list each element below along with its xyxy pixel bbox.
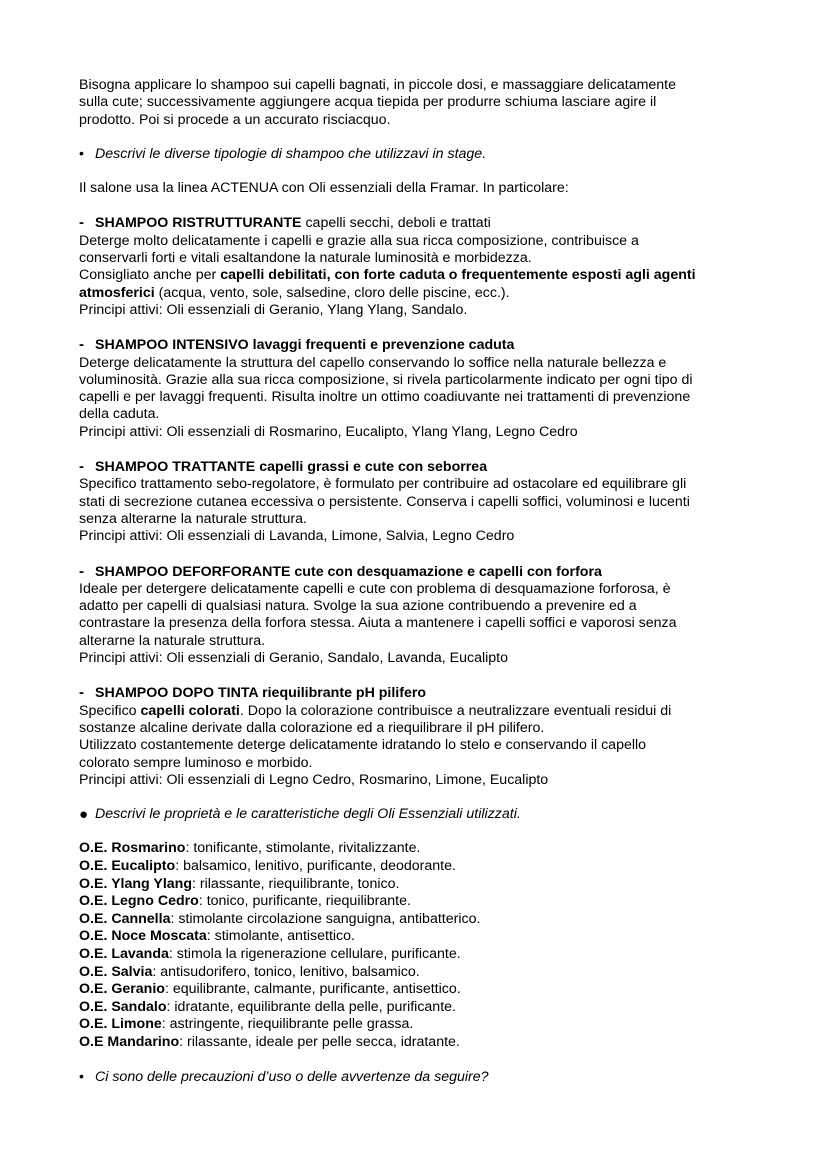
question-bullet — [79, 1069, 759, 1086]
list-item — [79, 981, 759, 999]
list-item — [79, 876, 759, 894]
body-line: colorato sempre luminoso e morbido. — [79, 754, 313, 771]
question-text: Descrivi le diverse tipologie di shampoo che utilizzavi in stage. — [95, 145, 487, 162]
bullet-icon: ● — [79, 806, 89, 824]
principi-line: Principi attivi: Oli essenziali di Legno Cedro, Rosmarino, Limone, Eucalipto — [79, 771, 549, 788]
dash-icon: - — [79, 684, 84, 702]
oil-name: O.E. Cannella — [79, 910, 171, 927]
body-line: voluminosità. Grazie alla sua ricca composizione, si rivela particolarmente indicato per ogni tipo di — [79, 371, 693, 388]
body-line: stati di secrezione cutanea eccessiva o persistente. Conserva i capelli soffici, voluminosi e lucenti — [79, 493, 690, 510]
oil-name: O.E. Limone — [79, 1016, 162, 1033]
intro-line: prodotto. Poi si procede a un accurato risciacquo. — [79, 111, 391, 128]
dash-icon: - — [79, 214, 84, 232]
list-item — [79, 840, 759, 858]
oil-name: O.E. Noce Moscata — [79, 928, 207, 945]
shampoo-name: SHAMPOO RISTRUTTURANTE — [95, 215, 302, 232]
oil-desc: : equilibrante, calmante, purificante, antisettico. — [164, 981, 461, 998]
list-item — [79, 893, 759, 911]
dash-icon: - — [79, 336, 84, 354]
list-item — [79, 858, 759, 876]
question-bullet — [79, 806, 759, 823]
intro-line: Bisogna applicare lo shampoo sui capelli bagnati, in piccole dosi, e massaggiare delicatamente — [79, 77, 677, 93]
oil-desc: : rilassante, riequilibrante, tonico. — [192, 875, 400, 892]
salon-line: Il salone usa la linea ACTENUA con Oli essenziali della Framar. In particolare: — [79, 180, 569, 197]
shampoo-name: SHAMPOO DEFORFORANTE cute con desquamazione e capelli con forfora — [95, 563, 602, 580]
oil-desc: : stimola la rigenerazione cellulare, purificante. — [168, 945, 461, 962]
intro-paragraph — [79, 77, 759, 129]
section-title — [79, 214, 759, 232]
shampoo-section — [79, 458, 759, 545]
body-line: Specifico trattamento sebo-regolatore, è formulato per contribuire ad ostacolare ed equilibrare gli — [79, 476, 687, 493]
body-line: contrastare la presenza della forfora stessa. Aiuta a mantenere i capelli soffici e vaporosi senza — [79, 615, 677, 632]
oil-name: O.E. Sandalo — [79, 998, 167, 1015]
section-title — [79, 563, 759, 581]
oil-desc: : rilassante, ideale per pelle secca, idratante. — [179, 1033, 460, 1050]
oil-name: O.E. Eucalipto — [79, 857, 176, 874]
shampoo-section — [79, 563, 759, 668]
list-item — [79, 946, 759, 964]
section-title — [79, 458, 759, 476]
body-line — [79, 285, 759, 302]
oil-desc: : tonificante, stimolante, rivitalizzante. — [185, 840, 421, 857]
oil-desc: : antisudorifero, tonico, lenitivo, balsamico. — [152, 963, 420, 980]
question-text: Descrivi le proprietà e le caratteristiche degli Oli Essenziali utilizzati. — [95, 806, 521, 823]
body-line: conservarli forti e vitali esaltandone la naturale luminosità e morbidezza. — [79, 250, 532, 267]
principi-line: Principi attivi: Oli essenziali di Rosmarino, Eucalipto, Ylang Ylang, Legno Cedro — [79, 423, 578, 440]
intro-line: sulla cute; successivamente aggiungere acqua tiepida per produrre schiuma lasciare agire il — [79, 94, 657, 111]
section-title — [79, 336, 759, 354]
text-run: Consigliato anche per — [79, 267, 221, 284]
oil-desc: : astringente, riequilibrante pelle grassa. — [161, 1016, 414, 1033]
body-line: della caduta. — [79, 406, 160, 423]
dash-icon: - — [79, 562, 84, 580]
body-line: alterarne la naturale struttura. — [79, 632, 266, 649]
oil-desc: : stimolante, antisettico. — [206, 928, 355, 945]
body-line: Deterge molto delicatamente i capelli e grazie alla sua ricca composizione, contribuisce a — [79, 232, 639, 249]
oil-desc: : idratante, equilibrante della pelle, purificante. — [166, 998, 456, 1015]
shampoo-name: SHAMPOO TRATTANTE capelli grassi e cute con seborrea — [95, 459, 488, 476]
list-item — [79, 928, 759, 946]
principi-line: Principi attivi: Oli essenziali di Geranio, Ylang Ylang, Sandalo. — [79, 301, 468, 318]
shampoo-name: SHAMPOO DOPO TINTA riequilibrante pH pilifero — [95, 685, 427, 702]
shampoo-section — [79, 684, 759, 789]
oil-name: O.E Mandarino — [79, 1033, 180, 1050]
body-line: Deterge delicatamente la struttura del capello conservando lo soffice nella naturale bellezza e — [79, 354, 667, 371]
list-item — [79, 1034, 759, 1052]
shampoo-section — [79, 214, 759, 319]
bold-run: atmosferici — [79, 284, 155, 301]
dash-icon: - — [79, 458, 84, 476]
bold-run: capelli debilitati, con forte caduta o frequentemente esposti agli agenti — [220, 267, 696, 284]
oil-name: O.E. Salvia — [79, 963, 153, 980]
principi-line: Principi attivi: Oli essenziali di Lavanda, Limone, Salvia, Legno Cedro — [79, 528, 515, 545]
document-page — [79, 77, 759, 1086]
body-line: adatto per capelli di qualsiasi natura. Svolge la sua azione contribuendo a prevenire ed a — [79, 598, 637, 615]
section-title — [79, 684, 759, 702]
body-line — [79, 267, 759, 284]
principi-line: Principi attivi: Oli essenziali di Geranio, Sandalo, Lavanda, Eucalipto — [79, 650, 509, 667]
list-item — [79, 964, 759, 982]
oil-name: O.E. Rosmarino — [79, 840, 186, 857]
body-line: capelli e per lavaggi frequenti. Risulta inoltre un ottimo coadiuvante nei trattamenti di prevenzione — [79, 389, 691, 406]
body-line: Utilizzato costantemente deterge delicatamente idratando lo stelo e conservando il capello — [79, 737, 647, 754]
oil-name: O.E. Ylang Ylang — [79, 875, 193, 892]
text-run: . Dopo la colorazione contribuisce a neutralizzare eventuali residui di — [239, 702, 672, 719]
list-item — [79, 999, 759, 1017]
question-bullet — [79, 146, 759, 163]
question-text: Ci sono delle precauzioni d’uso o delle avvertenze da seguire? — [95, 1068, 489, 1085]
body-line: sostanze alcaline derivate dalla colorazione ed a riequilibrare il pH pilifero. — [79, 719, 545, 736]
oil-name: O.E. Geranio — [79, 981, 165, 998]
bold-run: capelli colorati — [140, 702, 240, 719]
list-item — [79, 1016, 759, 1034]
bullet-icon: • — [79, 145, 84, 162]
shampoo-section — [79, 336, 759, 441]
shampoo-subtitle: capelli secchi, deboli e trattati — [301, 215, 491, 232]
body-line — [79, 703, 759, 720]
oil-desc: : stimolante circolazione sanguigna, antibatterico. — [170, 910, 481, 927]
oil-desc: : balsamico, lenitivo, purificante, deodorante. — [175, 857, 456, 874]
bullet-icon: • — [79, 1068, 84, 1085]
oils-list — [79, 840, 759, 1051]
oil-name: O.E. Legno Cedro — [79, 893, 199, 910]
text-run: Specifico — [79, 702, 141, 719]
shampoo-name: SHAMPOO INTENSIVO lavaggi frequenti e prevenzione caduta — [95, 337, 515, 354]
body-line: senza alterarne la naturale struttura. — [79, 510, 307, 527]
list-item — [79, 911, 759, 929]
oil-name: O.E. Lavanda — [79, 945, 169, 962]
text-run: (acqua, vento, sole, salsedine, cloro delle piscine, ecc.). — [154, 284, 510, 301]
body-line: Ideale per detergere delicatamente capelli e cute con problema di desquamazione forforosa, è — [79, 580, 671, 597]
oil-desc: : tonico, purificante, riequilibrante. — [198, 893, 411, 910]
